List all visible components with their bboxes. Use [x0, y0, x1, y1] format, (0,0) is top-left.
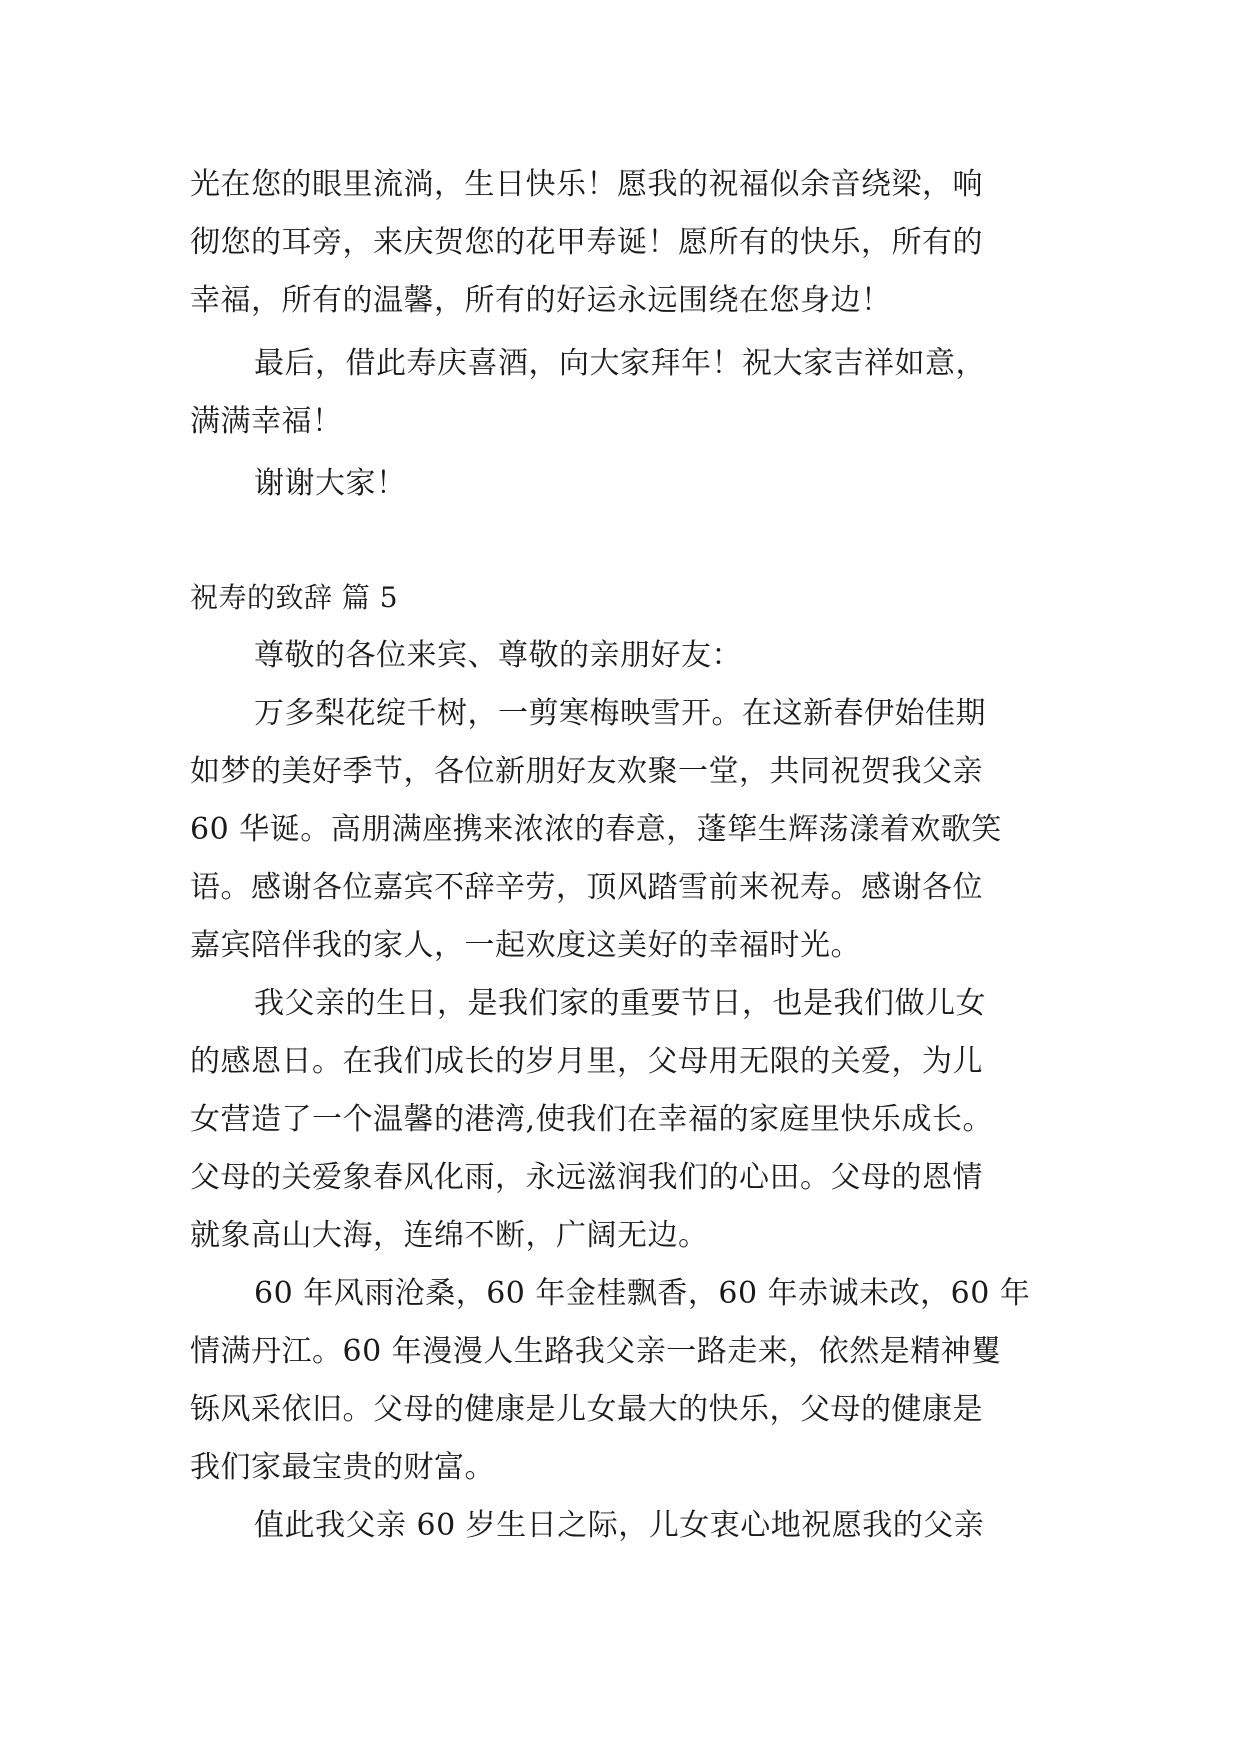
- paragraph-line: 的感恩日。在我们成长的岁月里，父母用无限的关爱，为儿: [190, 1044, 983, 1079]
- paragraph-line: 最后，借此寿庆喜酒，向大家拜年！祝大家吉祥如意，: [254, 346, 986, 381]
- paragraph-line: 女营造了一个温馨的港湾,使我们在幸福的家庭里快乐成长。: [190, 1102, 994, 1137]
- section-heading: 祝寿的致辞 篇 5: [190, 581, 399, 614]
- paragraph-line: 我父亲的生日，是我们家的重要节日，也是我们做儿女: [254, 986, 986, 1021]
- paragraph-line: 60 年风雨沧桑，60 年金桂飘香，60 年赤诚未改，60 年: [254, 1276, 1031, 1311]
- paragraph-line: 万多梨花绽千树，一剪寒梅映雪开。在这新春伊始佳期: [254, 696, 986, 731]
- paragraph-line: 谢谢大家！: [254, 466, 407, 501]
- paragraph-line: 彻您的耳旁，来庆贺您的花甲寿诞！愿所有的快乐，所有的: [190, 225, 983, 260]
- paragraph-line: 60 华诞。高朋满座携来浓浓的春意，蓬筚生辉荡漾着欢歌笑: [190, 812, 1002, 847]
- paragraph-line: 情满丹江。60 年漫漫人生路我父亲一路走来，依然是精神矍: [190, 1334, 1002, 1369]
- paragraph-line: 父母的关爱象春风化雨，永远滋润我们的心田。父母的恩情: [190, 1160, 983, 1195]
- paragraph-line: 我们家最宝贵的财富。: [190, 1450, 495, 1485]
- paragraph-line: 值此我父亲 60 岁生日之际，儿女衷心地祝愿我的父亲: [254, 1508, 985, 1543]
- salutation-line: 尊敬的各位来宾、尊敬的亲朋好友：: [254, 638, 742, 673]
- paragraph-line: 幸福，所有的温馨，所有的好运永远围绕在您身边！: [190, 283, 892, 318]
- paragraph-line: 满满幸福！: [190, 404, 343, 439]
- paragraph-line: 就象高山大海，连绵不断，广阔无边。: [190, 1218, 709, 1253]
- paragraph-line: 光在您的眼里流淌，生日快乐！愿我的祝福似余音绕梁，响: [190, 167, 983, 202]
- paragraph-line: 嘉宾陪伴我的家人，一起欢度这美好的幸福时光。: [190, 928, 861, 963]
- paragraph-line: 如梦的美好季节，各位新朋好友欢聚一堂，共同祝贺我父亲: [190, 754, 983, 789]
- paragraph-line: 语。感谢各位嘉宾不辞辛劳，顶风踏雪前来祝寿。感谢各位: [190, 870, 983, 905]
- paragraph-line: 铄风采依旧。父母的健康是儿女最大的快乐，父母的健康是: [190, 1392, 983, 1427]
